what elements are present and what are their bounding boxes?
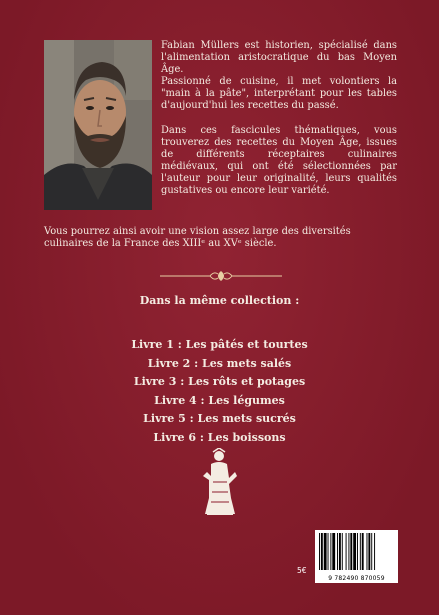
collection-book-list [0,336,439,447]
author-photo [44,40,152,210]
book-item: Livre 3 : Les rôts et potages [133,375,306,388]
fleuron-divider-icon [160,269,282,283]
barcode-bars [315,530,398,574]
ean-barcode-icon [315,530,398,583]
isbn-digits: 9 782490 870059 [328,575,385,582]
intro-text: Vous pourrez ainsi avoir une vision assez large des diversités culinaires de la France des XIIIᵉ au XVᵉ siècle. [44,226,351,250]
book-item: Livre 4 : Les légumes [154,393,285,407]
bio-paragraph-1: Fabian Müllers est historien, spécialisé dans l'alimentation aristocratique du bas Moyen Âge. [161,40,397,76]
author-portrait-image [44,40,152,210]
bio-paragraph-2: Passionné de cuisine, il met volontiers la "main à la pâte", interprétant pour les tables d'aujourd'hui les recettes du passé. [161,76,397,112]
collection-title: Dans la même collection : [139,294,300,307]
book-item: Livre 6 : Les boissons [153,430,286,444]
medieval-figure-icon [199,448,241,518]
book-item: Livre 1 : Les pâtés et tourtes [131,338,308,351]
price-label: 5€ [297,566,307,575]
author-bio [161,40,397,197]
bio-paragraph-3: Dans ces fascicules thématiques, vous trouverez des recettes du Moyen Âge, issues de différents réceptaires culinaires médiévaux, qui ont été sélectionnées par l'auteur pour leur originalité, leurs qualités gustatives ou encore leur variété. [161,124,397,197]
book-item: Livre 2 : Les mets salés [147,356,292,370]
book-item: Livre 5 : Les mets sucrés [143,412,296,425]
